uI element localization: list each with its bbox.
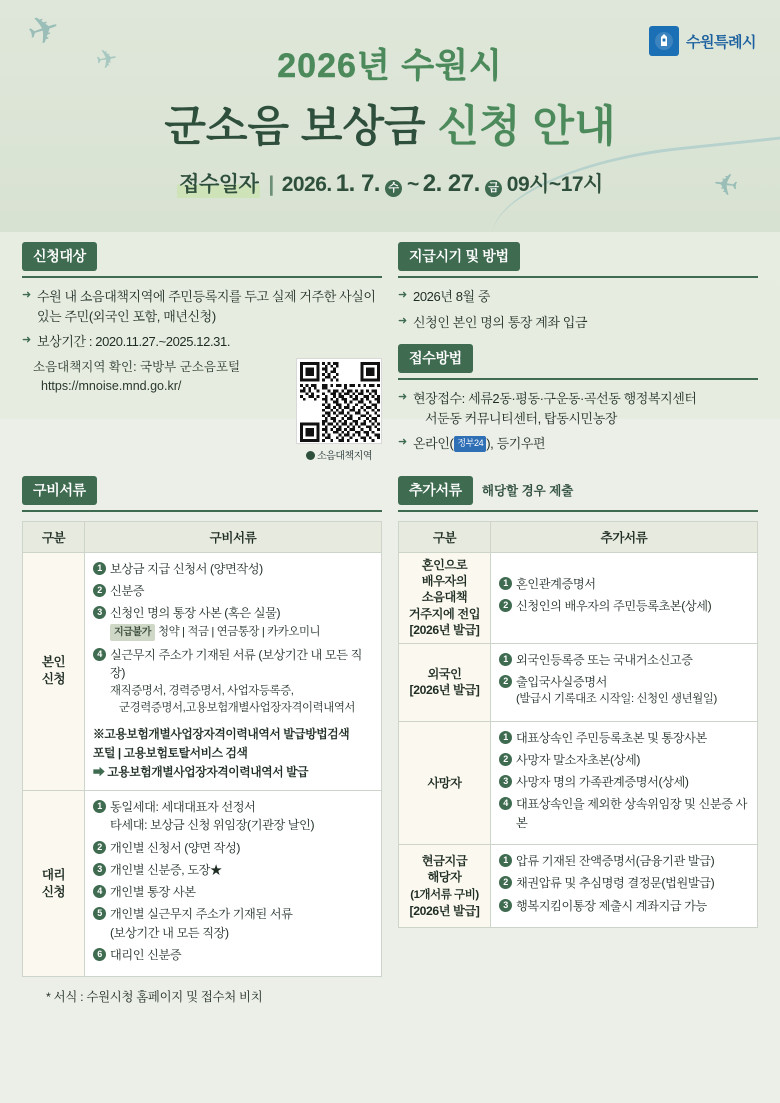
doc-text: 행복지킴이통장 제출시 계좌지급 가능 [516, 898, 707, 913]
doc-text: 개인별 실근무지 주소가 기재된 서류 [110, 907, 293, 922]
city-logo-text: 수원특례시 [686, 33, 756, 51]
number-badge-2: 2 [93, 584, 106, 597]
target-list [22, 287, 382, 352]
footer-note [22, 977, 758, 1005]
list-item [93, 946, 373, 964]
offline-place-2: 서둔동 커뮤니티센터, 탑동시민농장 [425, 410, 618, 426]
title-block [0, 0, 780, 198]
list-item: ➜ 수원 내 소음대책지역에 주민등록지를 두고 실제 거주한 사실이 있는 주민(외국인 포함, 매년신청) [22, 287, 382, 326]
table-header-row [399, 521, 758, 552]
doc-subtext: (보상기간 내 모든 직장) [110, 925, 229, 940]
doc-text: 신청인의 배우자의 주민등록초본(상세) [516, 599, 712, 614]
poster-header [0, 0, 780, 232]
doc-text: 대리인 신분증 [110, 948, 182, 963]
section-required-docs [22, 476, 382, 978]
not-allowed-badge: 지급불가 [110, 624, 155, 641]
section-tag-payment: 지급시기 및 방법 [398, 242, 520, 271]
col-header-kind: 구분 [23, 521, 85, 552]
table-row [23, 552, 382, 790]
list-item [93, 905, 373, 942]
date-end-weekday: 금 [485, 180, 502, 197]
date-time-range: 09시~17시 [506, 173, 603, 196]
footer-note-text: * 서식 : 수원시청 홈페이지 및 접수처 비치 [46, 990, 263, 1005]
section-tag-docs: 구비서류 [22, 476, 97, 505]
number-badge-1: 1 [499, 653, 512, 666]
number-badge-4: 4 [93, 885, 106, 898]
required-docs-table [22, 521, 382, 978]
number-badge-4: 4 [93, 648, 106, 661]
zone-check-url: https://mnoise.mnd.go.kr/ [41, 378, 182, 393]
list-item [499, 729, 749, 747]
doc-note-line3: 고용보험개별사업장자격이력내역서 발급 [107, 765, 309, 780]
list-item [93, 883, 373, 901]
number-badge-4: 4 [499, 797, 512, 810]
doc-note-block [93, 725, 373, 782]
list-item [93, 646, 373, 718]
list-item [499, 874, 749, 892]
list-item [499, 852, 749, 870]
airplane-icon: ✈ [710, 167, 741, 204]
section-header-apply-method [398, 344, 758, 380]
row-items-self [85, 552, 382, 790]
row-kind-deceased: 사망자 [399, 721, 491, 844]
col-header-docs: 추가서류 [491, 521, 758, 552]
doc-text: 외국인등록증 또는 국내거소신고증 [516, 652, 693, 667]
list-item [499, 651, 749, 669]
number-badge-3: 3 [499, 775, 512, 788]
list-item [499, 575, 749, 593]
online-suffix: ), 등기우편 [486, 436, 546, 451]
table-row [399, 643, 758, 721]
number-badge-6: 6 [93, 948, 106, 961]
list-item-online [398, 434, 758, 454]
extra-docs-table [398, 521, 758, 928]
number-badge-2: 2 [499, 675, 512, 688]
list-item [93, 560, 373, 578]
list-item [93, 582, 373, 600]
offline-label: 현장접수: [413, 391, 465, 406]
number-badge-3: 3 [499, 899, 512, 912]
list-item [93, 604, 373, 641]
section-header-extra [398, 476, 758, 512]
number-badge-2: 2 [499, 876, 512, 889]
doc-text: 출입국사실증명서 [516, 675, 607, 690]
doc-text: 신청인 명의 통장 사본 (혹은 실물) [110, 606, 281, 621]
airplane-icon: ✈ [22, 6, 66, 56]
list-item: ➜ 보상기간 : 2020.11.27.~2025.12.31. [22, 332, 382, 352]
section-payment-and-method [398, 242, 758, 462]
number-badge-5: 5 [93, 907, 106, 920]
apply-method-list [398, 389, 758, 454]
arrow-icon: ➡ [93, 765, 108, 780]
application-period [177, 168, 603, 198]
row-kind-cash: 현금지급 해당자 (1개서류 구비) [2026년 발급] [399, 845, 491, 928]
qr-caption [296, 447, 382, 462]
number-badge-2: 2 [499, 599, 512, 612]
row-items-marriage [491, 552, 758, 643]
doc-text: 대표상속인을 제외한 상속위임장 및 신분증 사본 [516, 797, 748, 830]
poster-body [0, 232, 780, 1005]
list-item [499, 773, 749, 791]
doc-text: 혼인관계증명서 [516, 576, 596, 591]
doc-text: 실근무지 주소가 기재된 서류 (보상기간 내 모든 직장) [110, 647, 363, 680]
list-item: ➜ 2026년 8월 중 [398, 287, 758, 307]
row-kind-foreigner: 외국인 [2026년 발급] [399, 643, 491, 721]
list-item [499, 597, 749, 615]
number-badge-1: 1 [93, 562, 106, 575]
upper-sections [22, 242, 758, 462]
number-badge-2: 2 [93, 841, 106, 854]
date-range-tilde: ~ [406, 173, 419, 196]
col-header-docs: 구비서류 [85, 521, 382, 552]
doc-text: 동일세대: 세대대표자 선정서 [110, 799, 256, 814]
online-label: 온라인( [413, 436, 454, 451]
doc-subtext-2: 군경력증명서,고용보험개별사업장자격이력내역서 [119, 702, 356, 715]
poster-title-line2 [0, 93, 780, 154]
row-kind-proxy: 대리 신청 [23, 790, 85, 976]
doc-text: 개인별 신분증, 도장★ [110, 862, 222, 877]
doc-subtext-1: 재직증명서, 경력증명서, 사업자등록증, [110, 685, 294, 698]
list-item [499, 673, 749, 708]
list-item [93, 861, 373, 879]
row-items-proxy [85, 790, 382, 976]
number-badge-2: 2 [499, 753, 512, 766]
doc-text: 개인별 통장 사본 [110, 885, 196, 900]
table-row [23, 790, 382, 976]
section-note-extra: 해당할 경우 제출 [481, 484, 574, 498]
section-header-payment [398, 242, 758, 278]
col-header-kind: 구분 [399, 521, 491, 552]
poster-title-main: 군소음 보상금 [164, 103, 426, 151]
doc-text: 압류 기재된 잔액증명서(금융기관 발급) [516, 854, 715, 869]
doc-note-line1: ※고용보험개별사업장자격이력내역서 발급방법검색 [93, 727, 350, 742]
list-item: ➜ 신청인 본인 명의 통장 계좌 입금 [398, 313, 758, 333]
date-start: 1. 7. [335, 170, 380, 197]
list-item [93, 798, 373, 835]
row-items-cash [491, 845, 758, 928]
bullet-icon [306, 451, 315, 460]
date-separator: | [268, 173, 274, 196]
offline-place-1: 세류2동·평동·구운동·곡선동 행정복지센터 [468, 391, 697, 406]
number-badge-3: 3 [93, 863, 106, 876]
gov24-badge: 정부24 [454, 436, 486, 452]
section-target [22, 242, 382, 462]
number-badge-1: 1 [499, 854, 512, 867]
date-start-weekday: 수 [385, 180, 402, 197]
row-kind-self: 본인 신청 [23, 552, 85, 790]
row-items-foreigner [491, 643, 758, 721]
number-badge-1: 1 [93, 800, 106, 813]
table-header-row [23, 521, 382, 552]
date-end: 2. 27. [422, 170, 480, 197]
doc-subtext: (발급시 기록대조 시작일: 신청인 생년월일) [516, 693, 717, 706]
list-item [93, 839, 373, 857]
doc-subtext: 타세대: 보상금 신청 위임장(기관장 날인) [110, 818, 315, 833]
list-item [499, 897, 749, 915]
target-detail-row [22, 358, 382, 462]
table-row [399, 721, 758, 844]
number-badge-1: 1 [499, 731, 512, 744]
doc-text: 대표상속인 주민등록초본 및 통장사본 [516, 730, 707, 745]
date-year: 2026. [281, 173, 332, 196]
section-tag-target: 신청대상 [22, 242, 97, 271]
doc-text: 채권압류 및 추심명령 결정문(법원발급) [516, 876, 715, 891]
number-badge-1: 1 [499, 577, 512, 590]
doc-text: 개인별 신청서 (양면 작성) [110, 840, 241, 855]
doc-text: 신분증 [110, 583, 145, 598]
not-allowed-text: 청약 | 적금 | 연금통장 | 카카오미니 [158, 626, 321, 639]
qr-caption-text: 소음대책지역 [317, 450, 372, 462]
table-row [399, 845, 758, 928]
zone-check-line: 소음대책지역 확인: 국방부 군소음포털 [33, 359, 241, 374]
list-item [499, 751, 749, 769]
qr-code[interactable] [296, 358, 382, 444]
airplane-icon: ✈ [93, 42, 121, 76]
qr-block [296, 358, 382, 462]
row-kind-marriage: 혼인으로 배우자의 소음대책 거주지에 전입 [2026년 발급] [399, 552, 491, 643]
list-item [499, 795, 749, 832]
doc-text: 사망자 말소자초본(상세) [516, 752, 641, 767]
row-items-deceased [491, 721, 758, 844]
section-header-docs [22, 476, 382, 512]
section-tag-apply-method: 접수방법 [398, 344, 473, 373]
doc-text: 사망자 명의 가족관계증명서(상세) [516, 775, 689, 790]
payment-list [398, 287, 758, 332]
lower-sections [22, 476, 758, 978]
section-extra-docs [398, 476, 758, 978]
list-item-offline [398, 389, 758, 428]
date-label: 접수일자 [177, 168, 260, 198]
section-header-target [22, 242, 382, 278]
number-badge-3: 3 [93, 606, 106, 619]
poster-title-sub: 신청 안내 [437, 103, 616, 151]
table-row [399, 552, 758, 643]
poster-title-line1: 2026년 수원시 [277, 47, 503, 85]
doc-note-line2: 포털 | 고용보험토탈서비스 검색 [93, 746, 248, 761]
doc-text: 보상금 지급 신청서 (양면작성) [110, 561, 263, 576]
section-tag-extra: 추가서류 [398, 476, 473, 505]
